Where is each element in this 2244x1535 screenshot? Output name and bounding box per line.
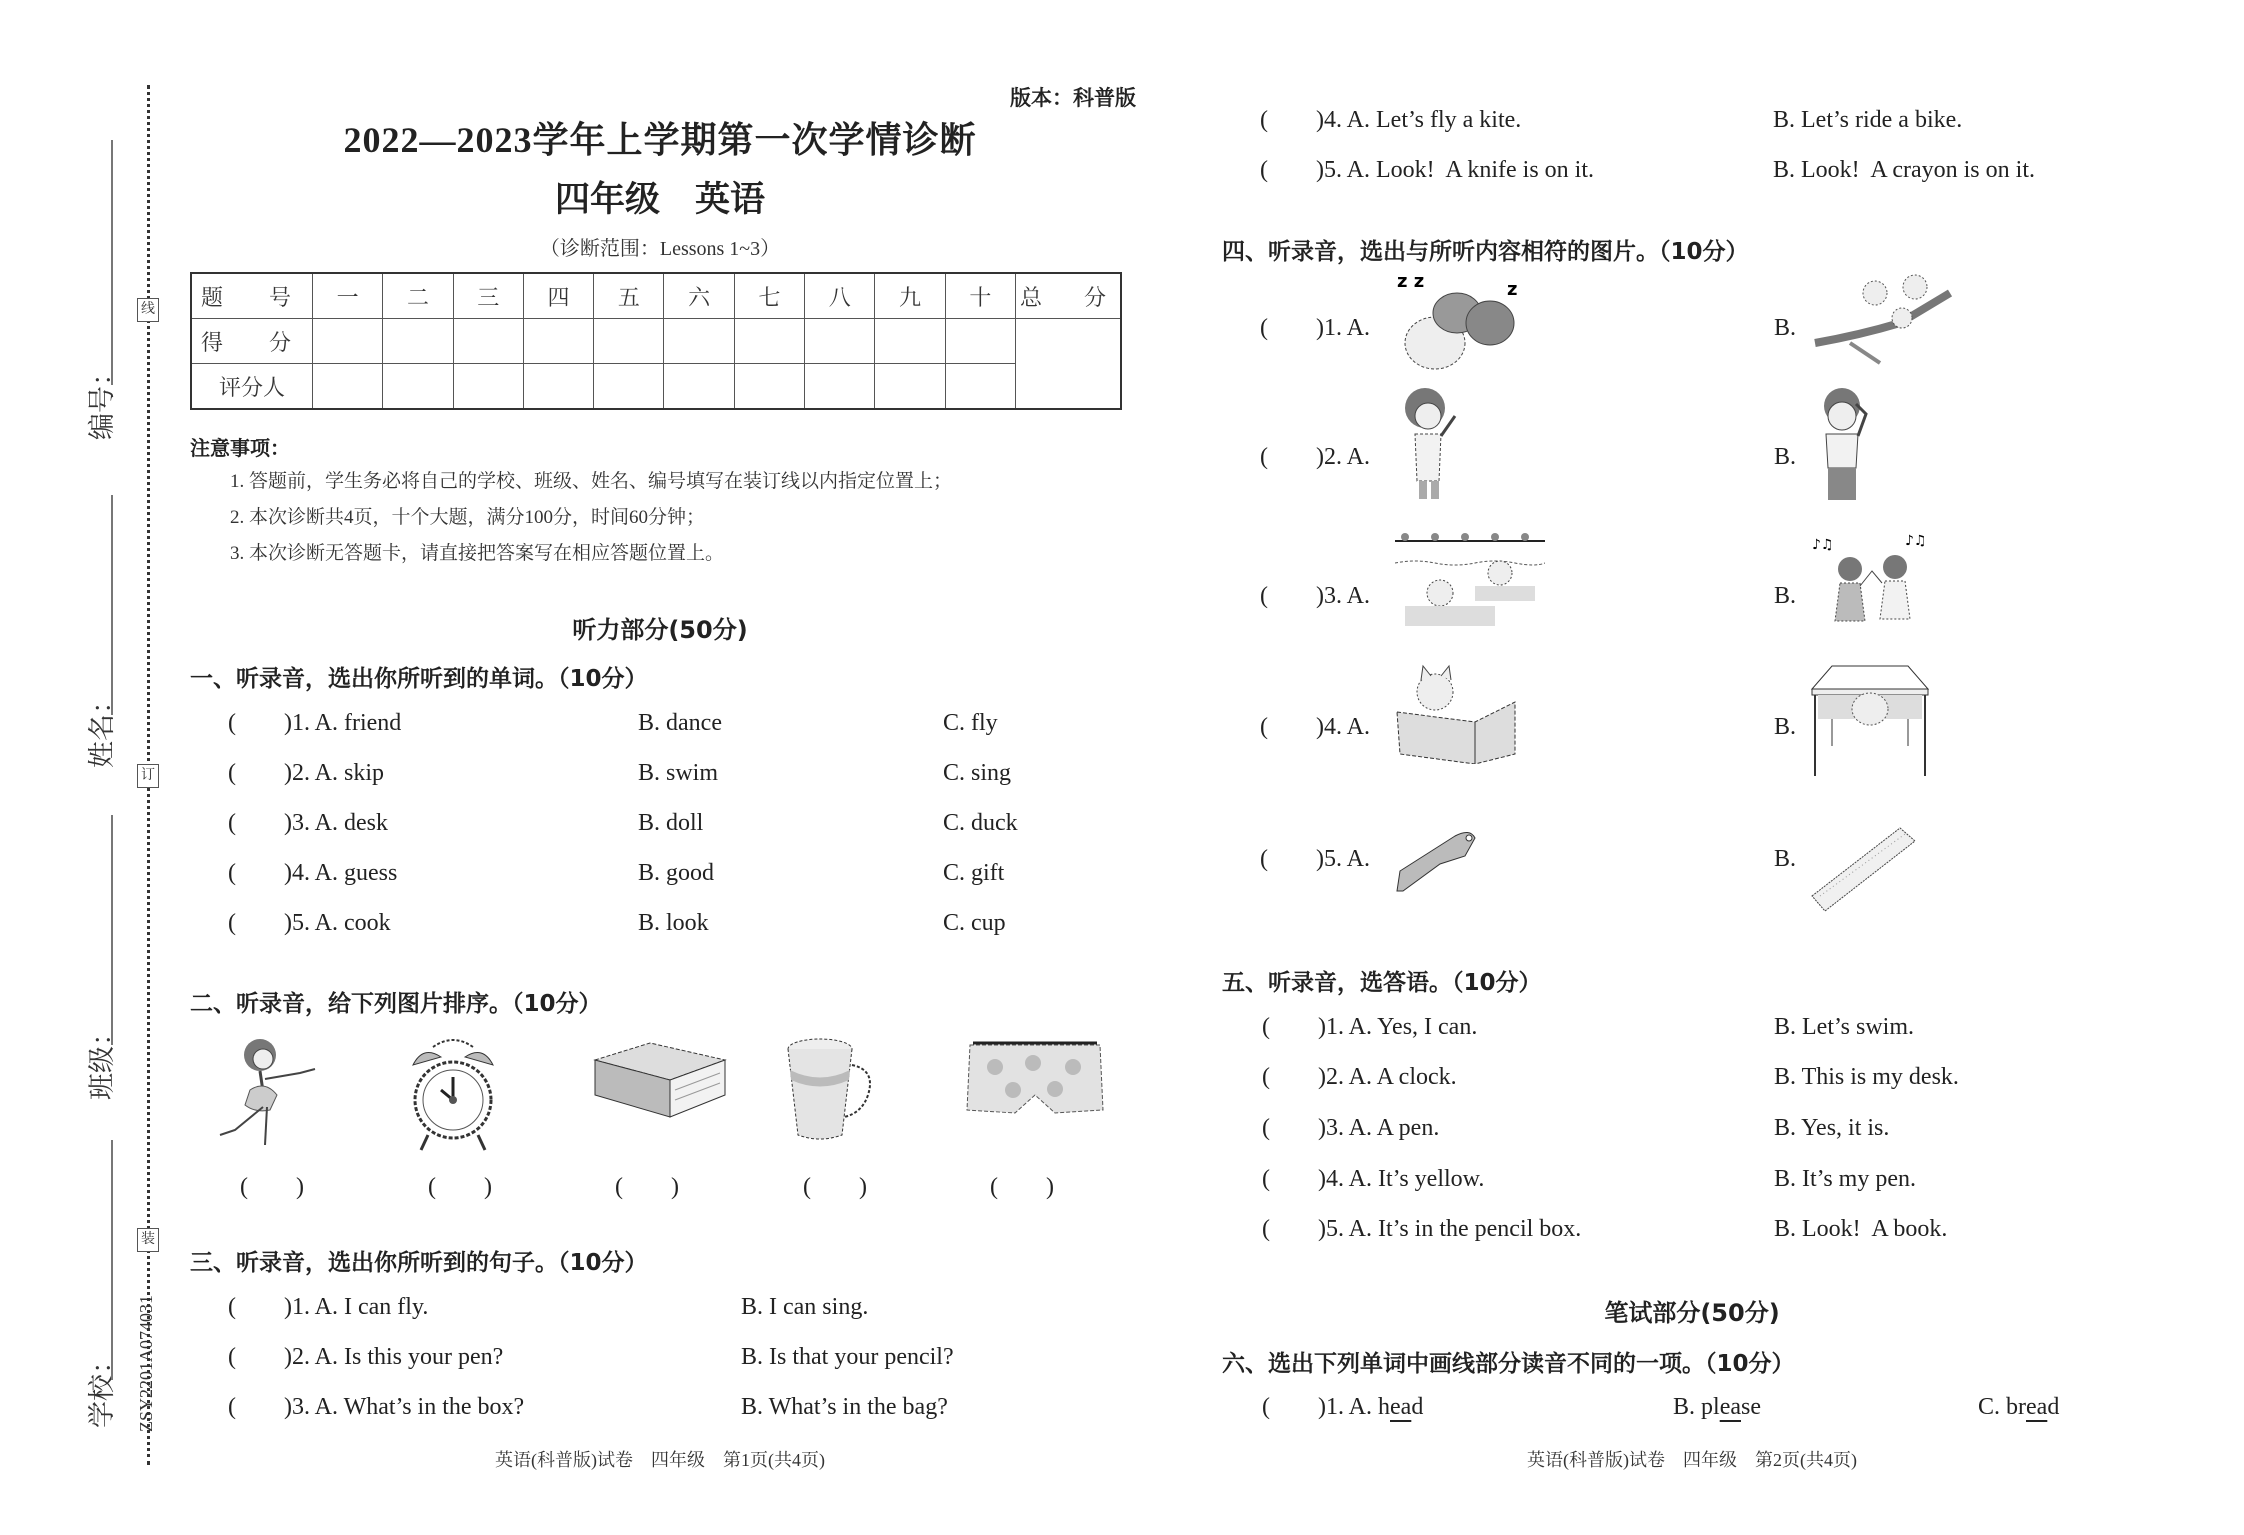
gutter-label-school: 学校： — [87, 1347, 117, 1428]
answer-paren-open[interactable]: ( — [228, 1394, 236, 1420]
col-10: 十 — [945, 273, 1015, 319]
answer-paren-open[interactable]: ( — [1260, 107, 1268, 133]
option-a-label: )2. A. — [1316, 444, 1370, 470]
ruler-image[interactable] — [1810, 826, 1920, 921]
score-cell[interactable] — [453, 319, 523, 364]
option-a: )4. A. Let’s fly a kite. — [1316, 107, 1522, 133]
cat-under-desk-image[interactable] — [1810, 664, 1940, 784]
knife-image[interactable] — [1395, 826, 1495, 901]
option-b-label: B. — [1774, 846, 1797, 872]
option-b: B. Look! A crayon is on it. — [1773, 157, 2035, 183]
section-6-item-1-a — [1318, 1394, 1423, 1421]
svg-text:z z: z z — [1397, 273, 1425, 292]
svg-text:z: z — [1507, 279, 1518, 300]
answer-paren-open[interactable]: ( — [1262, 1115, 1270, 1141]
score-table — [190, 272, 1122, 410]
col-9: 九 — [875, 273, 945, 319]
order-answer-paren[interactable]: ( ) — [615, 1174, 679, 1200]
option-a: )3. A. desk — [284, 810, 388, 836]
class-field[interactable] — [111, 815, 113, 1045]
answer-paren-open[interactable]: ( — [228, 1344, 236, 1370]
option-a: )3. A. A pen. — [1318, 1115, 1440, 1141]
answer-paren-open[interactable]: ( — [1260, 444, 1268, 470]
col-8: 八 — [805, 273, 875, 319]
option-b: B. Let’s ride a bike. — [1773, 107, 1963, 133]
answer-paren-open[interactable]: ( — [228, 710, 236, 736]
score-cell[interactable] — [875, 319, 945, 364]
option-a: )1. A. Yes, I can. — [1318, 1014, 1478, 1040]
option-a-label: )5. A. — [1316, 846, 1370, 872]
cat-in-box-image[interactable] — [1395, 664, 1525, 769]
section-3-title: 三、听录音，选出你所听到的句子。（10分） — [190, 1250, 648, 1276]
boy-scratching-head-image[interactable] — [1810, 386, 1880, 506]
option-b: B. Look! A book. — [1774, 1216, 1948, 1242]
school-field[interactable] — [111, 1140, 113, 1380]
note-3: 3. 本次诊断无答题卡，请直接把答案写在相应答题位置上。 — [230, 543, 725, 564]
svg-text:♪♫: ♪♫ — [1905, 533, 1927, 549]
score-cell[interactable] — [805, 319, 875, 364]
exam-scope: （诊断范围：Lessons 1~3） — [539, 238, 781, 260]
col-7: 七 — [734, 273, 804, 319]
option-b: B. doll — [638, 810, 704, 836]
section-5-title: 五、听录音，选答语。（10分） — [1222, 970, 1542, 996]
option-c: C. gift — [943, 860, 1005, 886]
section-6-paren-open: ( — [1262, 1394, 1270, 1420]
word-b-post: se — [1741, 1394, 1761, 1420]
answer-paren-open[interactable]: ( — [1260, 157, 1268, 183]
option-b-label: B. — [1774, 315, 1797, 341]
option-b-label: B. — [1774, 444, 1797, 470]
section-6-item-1-b — [1673, 1394, 1761, 1421]
answer-paren-open[interactable]: ( — [1260, 583, 1268, 609]
answer-paren-open[interactable]: ( — [1260, 315, 1268, 341]
name-field[interactable] — [111, 495, 113, 715]
gutter-label-name: 姓名： — [87, 687, 117, 768]
writing-part-title: 笔试部分(50分) — [1604, 1299, 1780, 1327]
cup-image — [778, 1035, 878, 1150]
row-label-grader: 评分人 — [191, 364, 313, 410]
option-b: B. swim — [638, 760, 719, 786]
binding-mark-ding: 订 — [137, 764, 159, 788]
word-a-post: d — [1411, 1394, 1424, 1420]
kids-singing-image[interactable] — [1810, 531, 1940, 651]
notes-title: 注意事项： — [190, 436, 290, 460]
col-1: 一 — [313, 273, 383, 319]
grader-cell[interactable] — [875, 364, 945, 410]
gutter-label-number: 编号： — [87, 359, 117, 440]
option-b-label: B. — [1774, 714, 1797, 740]
sleeping-cats-image[interactable] — [1395, 273, 1525, 378]
col-5: 五 — [594, 273, 664, 319]
exam-title: 2022—2023学年上学期第一次学情诊断 — [343, 120, 977, 160]
score-row — [191, 319, 1121, 364]
grader-cell[interactable] — [313, 364, 383, 410]
option-b: B. look — [638, 910, 709, 936]
option-c: C. duck — [943, 810, 1018, 836]
total-score-cell[interactable] — [1016, 319, 1122, 410]
score-cell[interactable] — [594, 319, 664, 364]
option-c: C. cup — [943, 910, 1006, 936]
footer-page-2: 英语(科普版)试卷 四年级 第2页(共4页) — [1527, 1450, 1857, 1470]
option-a: )2. A. Is this your pen? — [284, 1344, 504, 1370]
col-2: 二 — [383, 273, 453, 319]
gutter-label-class: 班级： — [87, 1019, 117, 1100]
col-6: 六 — [664, 273, 734, 319]
score-cell[interactable] — [383, 319, 453, 364]
answer-paren-open[interactable]: ( — [1260, 714, 1268, 740]
footer-page-1: 英语(科普版)试卷 四年级 第1页(共4页) — [495, 1450, 825, 1470]
listening-part-title: 听力部分(50分) — [572, 616, 748, 644]
option-a: )5. A. cook — [284, 910, 391, 936]
score-cell[interactable] — [945, 319, 1015, 364]
score-table-header-row — [191, 273, 1121, 319]
option-b: B. dance — [638, 710, 722, 736]
word-a-pre: h — [1378, 1394, 1390, 1420]
section-6-title: 六、选出下列单词中画线部分读音不同的一项。（10分） — [1222, 1351, 1795, 1377]
score-cell[interactable] — [313, 319, 383, 364]
score-cell[interactable] — [734, 319, 804, 364]
word-a-underlined: ea — [1390, 1394, 1412, 1420]
word-c-pre: C. br — [1978, 1394, 2026, 1420]
grader-cell[interactable] — [453, 364, 523, 410]
option-a-label: )4. A. — [1316, 714, 1370, 740]
kids-swimming-image[interactable] — [1395, 531, 1545, 651]
exam-subtitle: 四年级 英语 — [554, 180, 765, 220]
item-number: )1. A. — [1318, 1394, 1378, 1420]
word-c-post: d — [2047, 1394, 2060, 1420]
word-b-underlined: ea — [1719, 1394, 1741, 1420]
option-a: )5. A. It’s in the pencil box. — [1318, 1216, 1582, 1242]
option-a: )4. A. guess — [284, 860, 398, 886]
order-answer-paren[interactable]: ( ) — [428, 1174, 492, 1200]
ballet-dancer-image — [215, 1035, 345, 1160]
option-b: B. Yes, it is. — [1774, 1115, 1890, 1141]
section-4-title: 四、听录音，选出与所听内容相符的图片。（10分） — [1222, 239, 1749, 265]
option-a: )2. A. skip — [284, 760, 385, 786]
word-b-pre: B. pl — [1673, 1394, 1720, 1420]
grader-cell[interactable] — [664, 364, 734, 410]
order-answer-paren[interactable]: ( ) — [803, 1174, 867, 1200]
grader-cell[interactable] — [594, 364, 664, 410]
col-total: 总 分 — [1016, 273, 1122, 319]
option-a-label: )1. A. — [1316, 315, 1370, 341]
answer-paren-open[interactable]: ( — [1260, 846, 1268, 872]
answer-paren-open[interactable]: ( — [228, 760, 236, 786]
order-answer-paren[interactable]: ( ) — [240, 1174, 304, 1200]
score-cell[interactable] — [523, 319, 593, 364]
option-c: C. fly — [943, 710, 998, 736]
option-a: )5. A. Look! A knife is on it. — [1316, 157, 1594, 183]
version-label: 版本：科普版 — [1010, 86, 1136, 110]
answer-paren-open[interactable]: ( — [1262, 1166, 1270, 1192]
option-b-label: B. — [1774, 583, 1797, 609]
col-3: 三 — [453, 273, 523, 319]
grader-cell[interactable] — [945, 364, 1015, 410]
option-b: B. It’s my pen. — [1774, 1166, 1916, 1192]
grader-cell[interactable] — [734, 364, 804, 410]
order-answer-paren[interactable]: ( ) — [990, 1174, 1054, 1200]
score-cell[interactable] — [664, 319, 734, 364]
option-b: B. What’s in the bag? — [741, 1394, 948, 1420]
option-b: B. I can sing. — [741, 1294, 869, 1320]
book-image — [590, 1035, 730, 1130]
option-a: )2. A. A clock. — [1318, 1064, 1457, 1090]
svg-text:♪♫: ♪♫ — [1812, 537, 1834, 553]
grader-cell[interactable] — [383, 364, 453, 410]
option-c: C. sing — [943, 760, 1012, 786]
grader-cell[interactable] — [523, 364, 593, 410]
grader-row — [191, 364, 1121, 410]
answer-paren-open[interactable]: ( — [228, 810, 236, 836]
option-b: B. This is my desk. — [1774, 1064, 1959, 1090]
option-a: )1. A. friend — [284, 710, 402, 736]
paper-code: ZSY2201A074031 — [136, 1294, 156, 1432]
option-a-label: )3. A. — [1316, 583, 1370, 609]
binding-mark-xian: 线 — [137, 298, 159, 322]
section-1-title: 一、听录音，选出你所听到的单词。（10分） — [190, 666, 648, 692]
note-2: 2. 本次诊断共4页，十个大题，满分100分，时间60分钟； — [230, 507, 706, 528]
alarm-clock-image — [403, 1035, 503, 1160]
answer-paren-open[interactable]: ( — [228, 910, 236, 936]
col-4: 四 — [523, 273, 593, 319]
answer-paren-open[interactable]: ( — [1262, 1014, 1270, 1040]
answer-paren-open[interactable]: ( — [1262, 1216, 1270, 1242]
option-a: )1. A. I can fly. — [284, 1294, 429, 1320]
answer-paren-open[interactable]: ( — [228, 1294, 236, 1320]
answer-paren-open[interactable]: ( — [228, 860, 236, 886]
option-b: B. Let’s swim. — [1774, 1014, 1915, 1040]
option-b: B. good — [638, 860, 715, 886]
option-a: )3. A. What’s in the box? — [284, 1394, 525, 1420]
answer-paren-open[interactable]: ( — [1262, 1064, 1270, 1090]
option-a: )4. A. It’s yellow. — [1318, 1166, 1485, 1192]
option-b: B. Is that your pencil? — [741, 1344, 954, 1370]
section-6-item-1-c — [1978, 1394, 2059, 1421]
shorts-image — [965, 1035, 1105, 1130]
grader-cell[interactable] — [805, 364, 875, 410]
word-c-underlined: ea — [2026, 1394, 2048, 1420]
binding-mark-zhuang: 装 — [137, 1228, 159, 1252]
number-field[interactable] — [111, 140, 113, 385]
note-1: 1. 答题前，学生务必将自己的学校、班级、姓名、编号填写在装订线以内指定位置上； — [230, 471, 953, 492]
row-label-score: 得 分 — [191, 319, 313, 364]
birds-on-branch-image[interactable] — [1810, 273, 1960, 378]
section-2-title: 二、听录音，给下列图片排序。（10分） — [190, 991, 602, 1017]
girl-waving-image[interactable] — [1395, 386, 1465, 506]
row-label-question-no: 题 号 — [191, 273, 313, 319]
